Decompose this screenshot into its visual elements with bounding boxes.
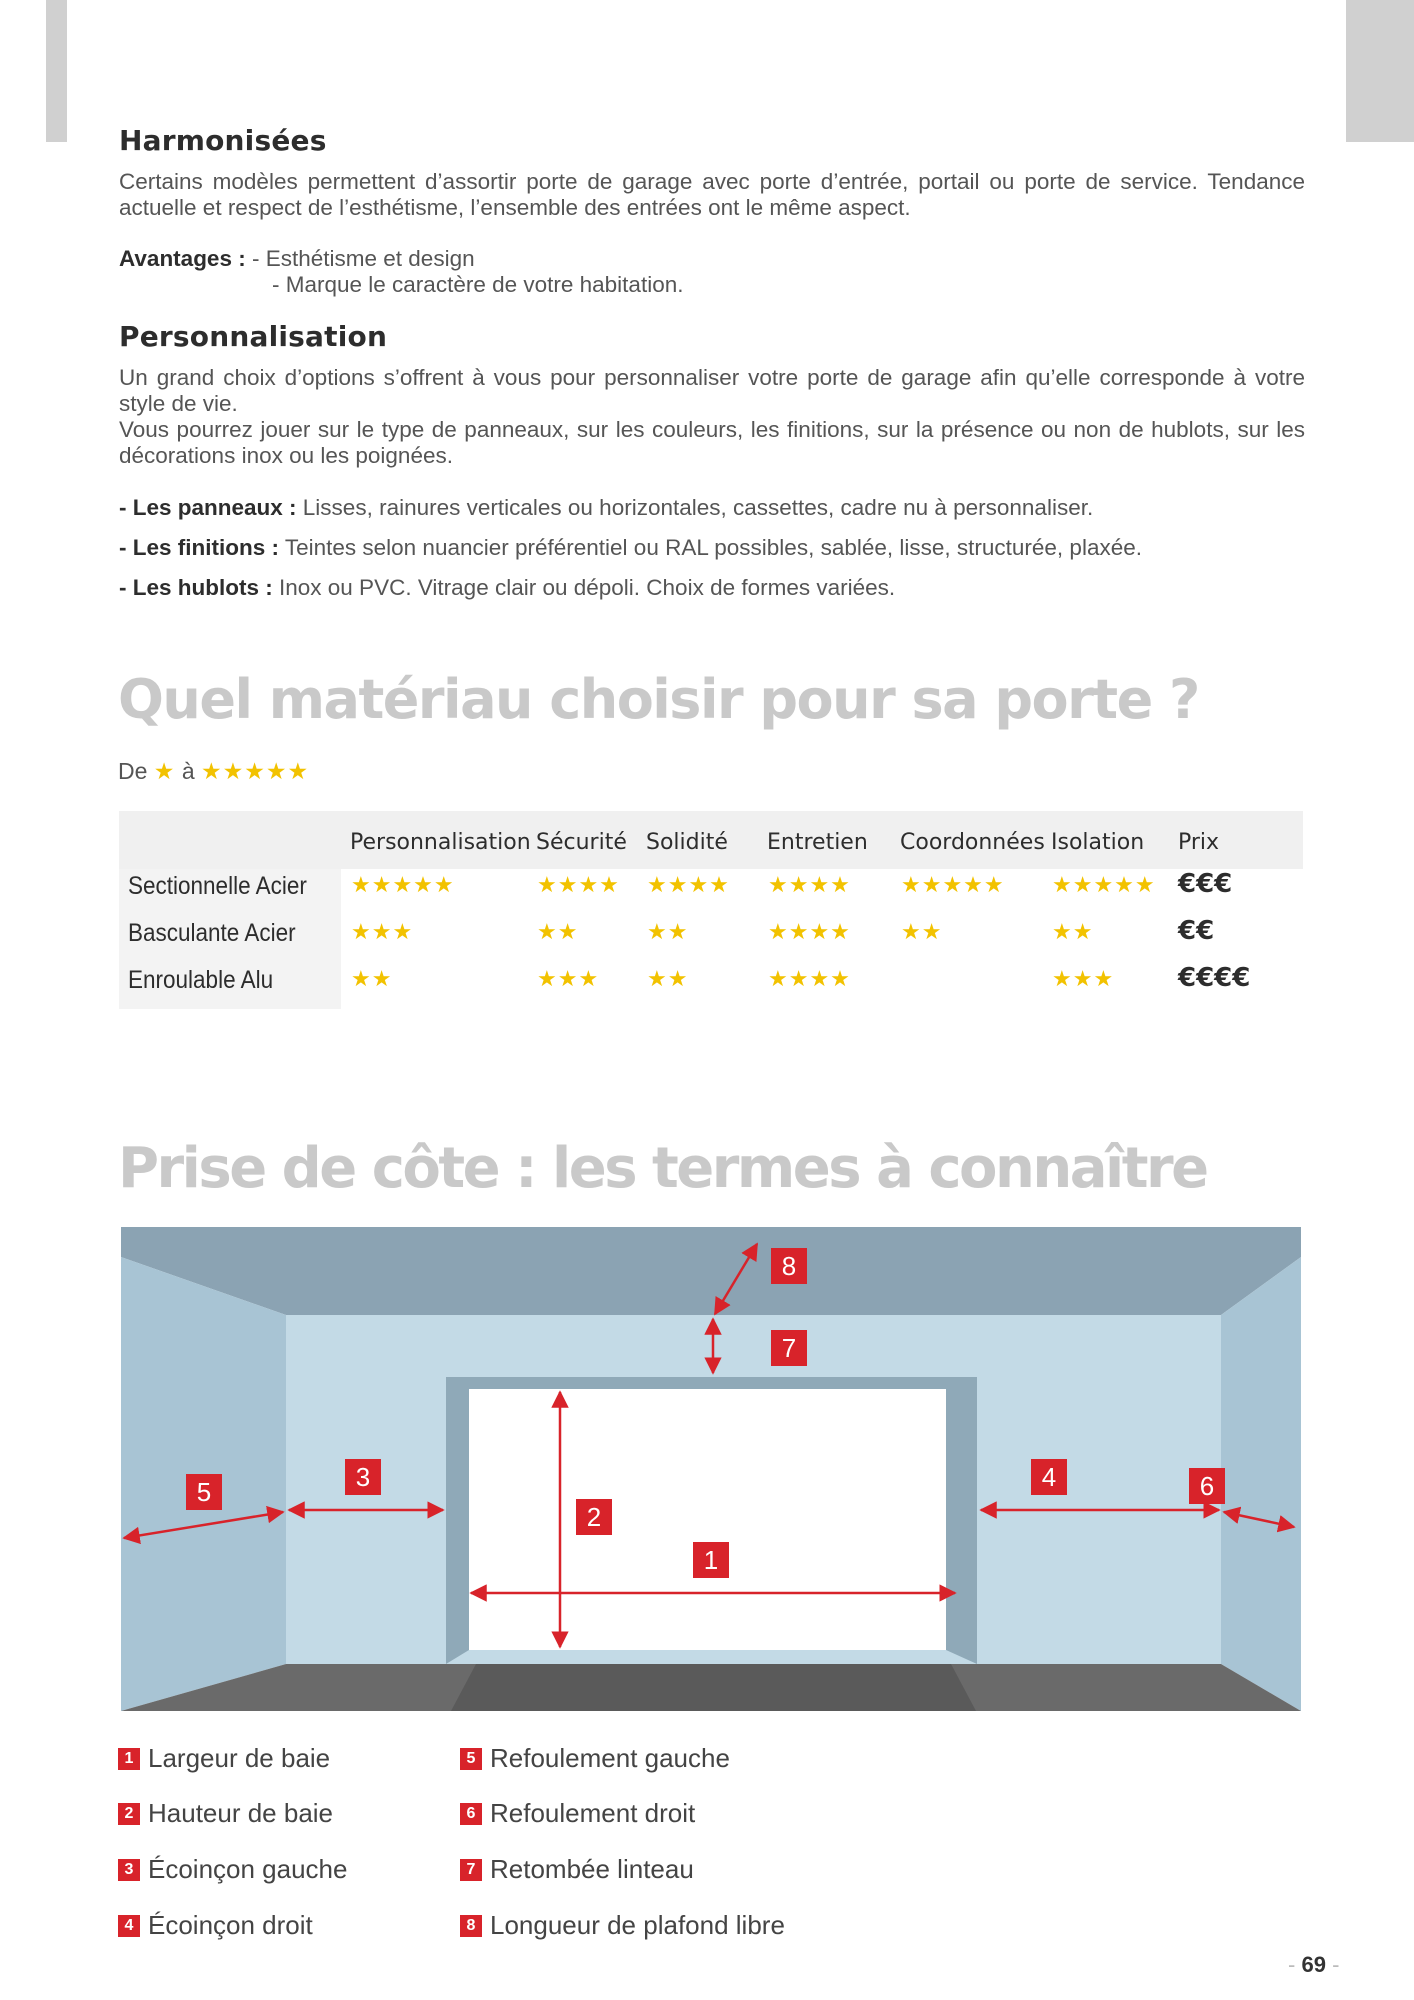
number-badge: 5 <box>460 1748 482 1770</box>
rating-stars: ★★★★★ <box>351 872 455 897</box>
rating-stars: ★★★★ <box>768 919 851 944</box>
advantages-label: Avantages : <box>119 246 246 271</box>
right-tab-marker <box>1346 0 1414 142</box>
header-coordonnees: Coordonnées <box>900 830 1045 855</box>
legend-label: Retombée linteau <box>490 1854 694 1884</box>
header-entretien: Entretien <box>767 830 868 855</box>
legend-item-8 <box>460 1910 785 1941</box>
row-label-basculante: Basculante Acier <box>128 919 296 947</box>
rating-stars: ★★ <box>647 966 689 991</box>
svg-text:5: 5 <box>196 1477 212 1507</box>
legend-middle: à <box>181 758 195 784</box>
legend-label: Refoulement droit <box>490 1798 696 1828</box>
svg-text:3: 3 <box>355 1462 371 1492</box>
rating-stars: ★★★★★ <box>901 872 1005 897</box>
number-badge: 8 <box>460 1915 482 1937</box>
left-tab-marker <box>46 0 67 142</box>
legend-item-6 <box>460 1798 695 1829</box>
door-opening <box>469 1389 946 1650</box>
advantage-2: - Marque le caractère de votre habitation. <box>272 272 684 297</box>
harmonisees-title: Harmonisées <box>119 124 327 157</box>
personnalisation-title: Personnalisation <box>119 320 388 353</box>
badge-3 <box>345 1459 381 1495</box>
rating-stars: ★★ <box>537 919 579 944</box>
price-value: €€€€ <box>1178 963 1251 993</box>
header-securite: Sécurité <box>536 830 627 855</box>
number-badge: 1 <box>118 1748 140 1770</box>
rating-stars: ★★★★ <box>768 872 851 897</box>
badge-5 <box>186 1474 222 1510</box>
header-personnalisation: Personnalisation <box>350 830 531 855</box>
rating-stars: ★★★★ <box>768 966 851 991</box>
legend-item-3 <box>118 1854 347 1885</box>
number-badge: 3 <box>118 1859 140 1881</box>
row-label-sectionnelle: Sectionnelle Acier <box>128 872 307 900</box>
page-dash-left: - <box>1288 1952 1296 1977</box>
rating-stars: ★★★★ <box>537 872 620 897</box>
harmonisees-paragraph: Certains modèles permettent d’assortir porte de garage avec porte d’entrée, portail ou porte de service. Tendance actuelle et respect de l’esthétisme, l’ensemble des entrées ont le même aspect. <box>119 169 1305 220</box>
personnalisation-section <box>119 320 1305 469</box>
number-badge: 6 <box>460 1803 482 1825</box>
rating-legend <box>118 758 309 785</box>
svg-text:8: 8 <box>781 1251 797 1281</box>
svg-text:1: 1 <box>703 1545 719 1575</box>
badge-1 <box>693 1542 729 1578</box>
number-badge: 7 <box>460 1859 482 1881</box>
header-prix: Prix <box>1178 830 1220 855</box>
rating-stars: ★★ <box>647 919 689 944</box>
rating-stars: ★★★★★ <box>1052 872 1156 897</box>
page-number-value: 69 <box>1301 1952 1326 1977</box>
badge-7 <box>771 1330 807 1366</box>
price-value: €€ <box>1178 916 1215 946</box>
page-dash-right: - <box>1332 1952 1340 1977</box>
svg-text:6: 6 <box>1199 1471 1215 1501</box>
legend-label: Écoinçon droit <box>148 1910 313 1940</box>
legend-item-7 <box>460 1854 694 1885</box>
garage-measurement-diagram <box>121 1227 1301 1711</box>
number-badge: 2 <box>118 1803 140 1825</box>
svg-text:7: 7 <box>781 1333 797 1363</box>
legend-item-5 <box>460 1743 730 1774</box>
legend-item-4 <box>118 1910 313 1941</box>
rating-stars: ★★★ <box>351 919 414 944</box>
bullet-label: - Les panneaux : <box>119 495 297 520</box>
ceiling <box>121 1227 1301 1315</box>
prise-title: Prise de côte : les termes à connaître <box>118 1136 1207 1201</box>
bullet-finitions <box>119 535 1142 561</box>
bullet-label: - Les finitions : <box>119 535 279 560</box>
svg-text:4: 4 <box>1041 1462 1057 1492</box>
header-solidite: Solidité <box>646 830 728 855</box>
rating-stars: ★★ <box>1052 919 1094 944</box>
rating-stars: ★★★ <box>1052 966 1115 991</box>
legend-prefix: De <box>118 758 148 784</box>
bullet-label: - Les hublots : <box>119 575 273 600</box>
rating-stars: ★★★★ <box>647 872 730 897</box>
legend-item-2 <box>118 1798 333 1829</box>
number-badge: 4 <box>118 1915 140 1937</box>
price-value: €€€ <box>1178 869 1233 899</box>
floor-opening <box>451 1664 976 1711</box>
advantage-1: - Esthétisme et design <box>251 246 475 271</box>
legend-label: Refoulement gauche <box>490 1743 730 1773</box>
right-side-wall <box>1221 1257 1301 1711</box>
bullet-text: Inox ou PVC. Vitrage clair ou dépoli. Choix de formes variées. <box>272 575 896 600</box>
bullet-text: Teintes selon nuancier préférentiel ou RAL possibles, sablée, lisse, structurée, plaxée. <box>279 535 1142 560</box>
legend-label: Largeur de baie <box>148 1743 331 1773</box>
personnalisation-paragraph-1: Un grand choix d’options s’offrent à vous pour personnaliser votre porte de garage afin qu’elle corresponde à votre style de vie. <box>119 365 1305 416</box>
five-stars-icon: ★★★★★ <box>201 758 310 784</box>
page-number <box>1288 1952 1339 1978</box>
bullet-text: Lisses, rainures verticales ou horizontales, cassettes, cadre nu à personnaliser. <box>296 495 1094 520</box>
badge-4 <box>1031 1459 1067 1495</box>
rating-stars: ★★★ <box>537 966 600 991</box>
svg-text:2: 2 <box>586 1502 602 1532</box>
badge-8 <box>771 1248 807 1284</box>
rating-stars: ★★ <box>351 966 393 991</box>
legend-label: Longueur de plafond libre <box>490 1910 785 1940</box>
bullet-panneaux <box>119 495 1093 521</box>
legend-item-1 <box>118 1743 330 1774</box>
personnalisation-paragraph-2: Vous pourrez jouer sur le type de panneaux, sur les couleurs, les finitions, sur la présence ou non de hublots, sur les décorations inox ou les poignées. <box>119 417 1305 468</box>
advantages-block <box>119 246 475 272</box>
bullet-hublots <box>119 575 895 601</box>
rating-stars: ★★ <box>901 919 943 944</box>
header-isolation: Isolation <box>1051 830 1145 855</box>
badge-2 <box>576 1499 612 1535</box>
materiau-title: Quel matériau choisir pour sa porte ? <box>118 668 1199 731</box>
badge-6 <box>1189 1468 1225 1504</box>
legend-label: Hauteur de baie <box>148 1798 334 1828</box>
legend-label: Écoinçon gauche <box>148 1854 348 1884</box>
star-icon: ★ <box>153 758 176 784</box>
row-label-enroulable: Enroulable Alu <box>128 966 274 994</box>
harmonisees-section <box>119 124 1305 221</box>
